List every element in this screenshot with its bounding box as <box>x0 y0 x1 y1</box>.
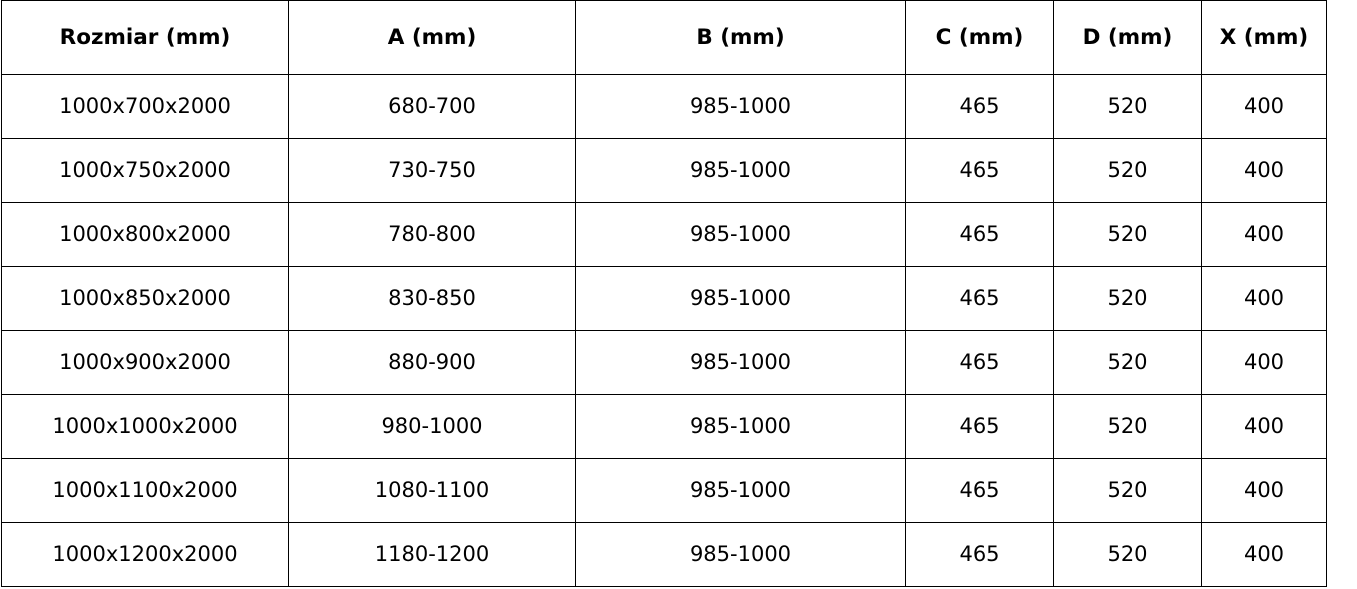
cell-a: 680-700 <box>289 75 576 139</box>
cell-rozmiar: 1000x850x2000 <box>2 267 289 331</box>
dimensions-table <box>1 0 1327 587</box>
cell-b: 985-1000 <box>576 395 906 459</box>
cell-x: 400 <box>1202 139 1327 203</box>
cell-x: 400 <box>1202 75 1327 139</box>
cell-c: 465 <box>906 331 1054 395</box>
column-header-rozmiar: Rozmiar (mm) <box>2 1 289 75</box>
cell-x: 400 <box>1202 331 1327 395</box>
cell-c: 465 <box>906 523 1054 587</box>
table-row <box>2 267 1327 331</box>
cell-c: 465 <box>906 203 1054 267</box>
cell-a: 830-850 <box>289 267 576 331</box>
cell-b: 985-1000 <box>576 331 906 395</box>
cell-d: 520 <box>1054 395 1202 459</box>
cell-x: 400 <box>1202 395 1327 459</box>
cell-d: 520 <box>1054 75 1202 139</box>
column-header-a: A (mm) <box>289 1 576 75</box>
table-row <box>2 459 1327 523</box>
cell-d: 520 <box>1054 203 1202 267</box>
table-row <box>2 203 1327 267</box>
cell-c: 465 <box>906 395 1054 459</box>
column-header-c: C (mm) <box>906 1 1054 75</box>
table-body <box>2 75 1327 587</box>
table-row <box>2 139 1327 203</box>
cell-c: 465 <box>906 139 1054 203</box>
cell-b: 985-1000 <box>576 267 906 331</box>
cell-a: 1080-1100 <box>289 459 576 523</box>
cell-c: 465 <box>906 459 1054 523</box>
cell-rozmiar: 1000x750x2000 <box>2 139 289 203</box>
cell-d: 520 <box>1054 267 1202 331</box>
cell-a: 880-900 <box>289 331 576 395</box>
cell-a: 780-800 <box>289 203 576 267</box>
cell-a: 980-1000 <box>289 395 576 459</box>
column-header-x: X (mm) <box>1202 1 1327 75</box>
cell-a: 730-750 <box>289 139 576 203</box>
cell-rozmiar: 1000x900x2000 <box>2 331 289 395</box>
cell-b: 985-1000 <box>576 139 906 203</box>
cell-rozmiar: 1000x700x2000 <box>2 75 289 139</box>
table-header-row <box>2 1 1327 75</box>
cell-b: 985-1000 <box>576 203 906 267</box>
cell-d: 520 <box>1054 331 1202 395</box>
table-row <box>2 395 1327 459</box>
cell-rozmiar: 1000x1100x2000 <box>2 459 289 523</box>
cell-c: 465 <box>906 267 1054 331</box>
cell-a: 1180-1200 <box>289 523 576 587</box>
cell-x: 400 <box>1202 523 1327 587</box>
column-header-b: B (mm) <box>576 1 906 75</box>
cell-rozmiar: 1000x1000x2000 <box>2 395 289 459</box>
cell-b: 985-1000 <box>576 523 906 587</box>
cell-x: 400 <box>1202 203 1327 267</box>
table-row <box>2 523 1327 587</box>
table-row <box>2 75 1327 139</box>
cell-x: 400 <box>1202 267 1327 331</box>
table-row <box>2 331 1327 395</box>
cell-b: 985-1000 <box>576 75 906 139</box>
cell-rozmiar: 1000x1200x2000 <box>2 523 289 587</box>
cell-c: 465 <box>906 75 1054 139</box>
cell-d: 520 <box>1054 523 1202 587</box>
table-header <box>2 1 1327 75</box>
cell-d: 520 <box>1054 459 1202 523</box>
cell-x: 400 <box>1202 459 1327 523</box>
column-header-d: D (mm) <box>1054 1 1202 75</box>
cell-rozmiar: 1000x800x2000 <box>2 203 289 267</box>
cell-d: 520 <box>1054 139 1202 203</box>
cell-b: 985-1000 <box>576 459 906 523</box>
